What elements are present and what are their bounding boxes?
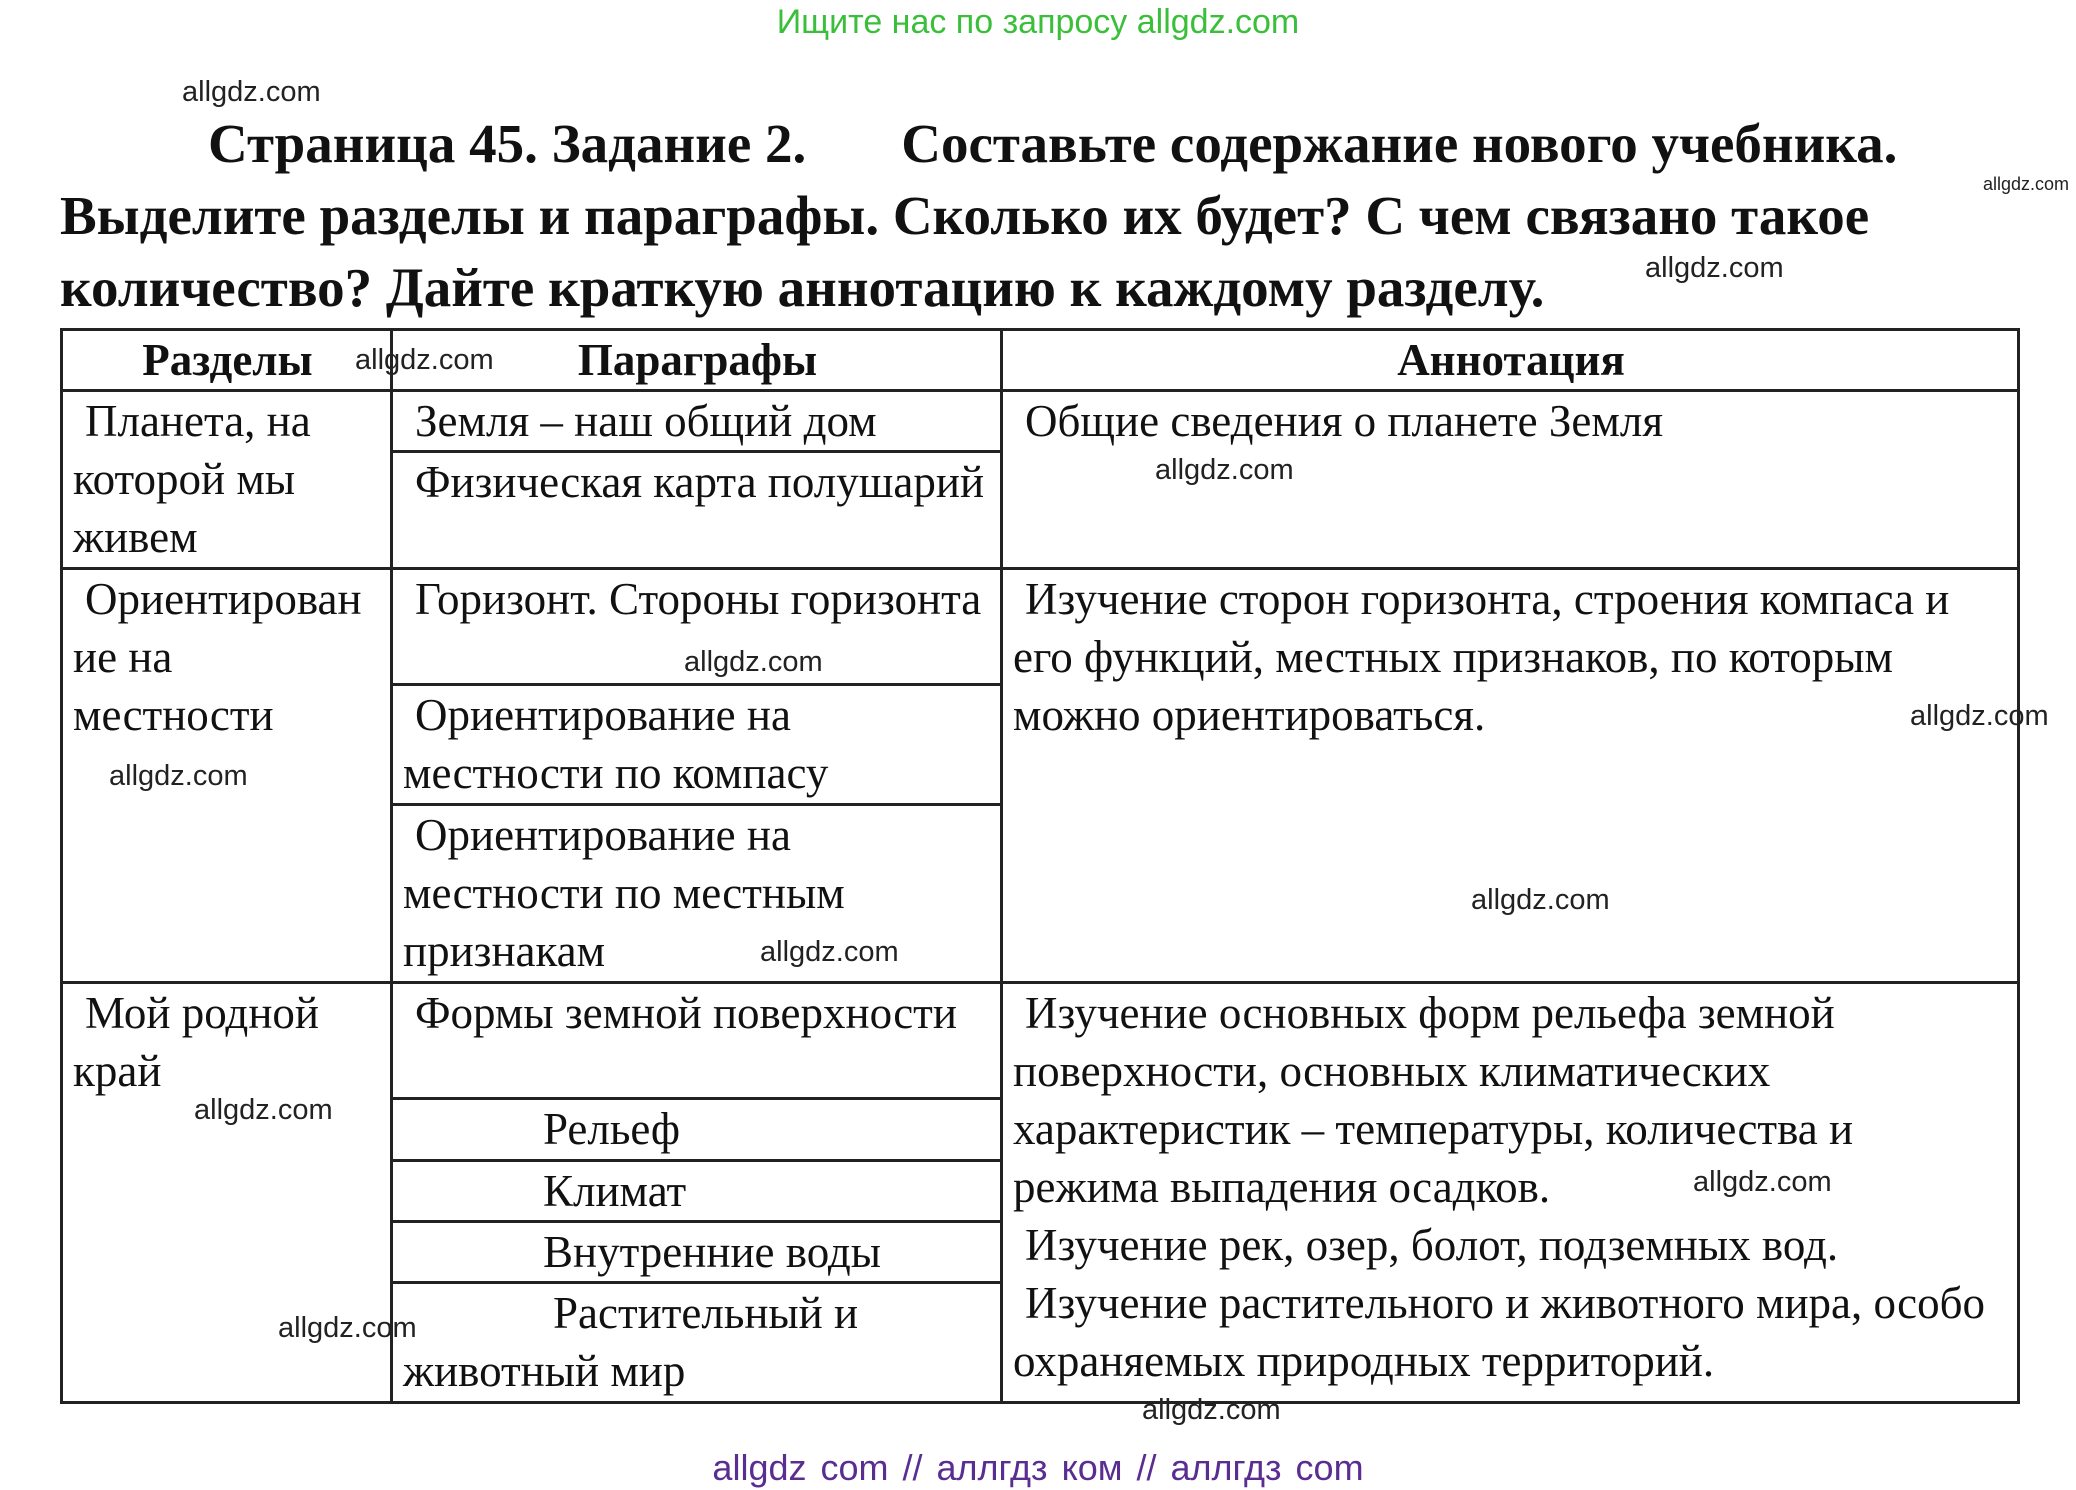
task-text: Составьте содержание нового учебника. Выделите разделы и параграфы. Сколько их будет? С чем связано такое количество? Дайте краткую аннотацию к каждому разделу. bbox=[60, 113, 1898, 318]
top-banner: Ищите нас по запросу allgdz.com bbox=[776, 3, 1300, 41]
watermark: allgdz.com bbox=[1910, 700, 2049, 732]
annotation-text: Общие сведения о планете Земля bbox=[1025, 396, 1664, 446]
paragraph-cell bbox=[392, 1222, 1002, 1283]
annotation-text: Изучение сторон горизонта, строения компаса и его функций, местных признаков, по которым можно ориентироваться. bbox=[1013, 573, 1950, 740]
task-heading bbox=[60, 108, 2020, 324]
paragraph-cell bbox=[392, 1283, 1002, 1403]
paragraph-title: Рельеф bbox=[543, 1104, 681, 1155]
paragraph-title: Внутренние воды bbox=[543, 1227, 882, 1278]
paragraph-title: Физическая карта полушарий bbox=[415, 457, 985, 508]
paragraph-cell bbox=[392, 685, 1002, 805]
watermark: allgdz.com bbox=[109, 760, 248, 792]
header-paragraphs: Параграфы bbox=[392, 330, 1002, 391]
annotation-cell bbox=[1002, 982, 2019, 1402]
header-annotation: Аннотация bbox=[1002, 330, 2019, 391]
paragraph-title: Формы земной поверхности bbox=[415, 987, 957, 1038]
watermark: allgdz.com bbox=[1645, 252, 1784, 284]
section-name: Планета, на которой мы живем bbox=[73, 396, 311, 562]
paragraph-cell bbox=[392, 982, 1002, 1099]
watermark: allgdz.com bbox=[182, 76, 321, 108]
paragraph-cell bbox=[392, 391, 1002, 452]
paragraph-cell bbox=[392, 1099, 1002, 1160]
section-cell bbox=[62, 391, 392, 569]
section-name: Мой родной край bbox=[73, 987, 319, 1096]
bottom-banner: allgdz com // аллгдз ком // аллгдз com bbox=[712, 1447, 1364, 1488]
header-sections: Разделы bbox=[62, 330, 392, 391]
paragraph-title: Ориентирование на местности по компасу bbox=[403, 690, 829, 799]
annotation-text: Изучение растительного и животного мира, особо охраняемых природных территорий. bbox=[1013, 1277, 1986, 1386]
paragraph-cell bbox=[392, 1160, 1002, 1221]
section-name: Ориентирован ие на местности bbox=[73, 573, 362, 740]
watermark: allgdz.com bbox=[278, 1312, 417, 1344]
paragraph-title: Горизонт. Стороны горизонта bbox=[415, 573, 982, 624]
paragraph-cell bbox=[392, 452, 1002, 569]
watermark: allgdz.com bbox=[760, 936, 899, 968]
annotation-text: Изучение основных форм рельефа земной поверхности, основных климатических характеристик – температуры, количества и режима выпадения осадков. bbox=[1013, 987, 1854, 1212]
task-label: Страница 45. Задание 2. bbox=[208, 113, 807, 174]
table-row bbox=[62, 568, 2019, 685]
paragraph-title: Климат bbox=[543, 1165, 687, 1216]
contents-table bbox=[60, 328, 2020, 1404]
watermark: allgdz.com bbox=[1142, 1394, 1281, 1426]
paragraph-title: Ориентирование на местности по местным признакам bbox=[403, 810, 845, 976]
table-row bbox=[62, 982, 2019, 1099]
watermark: allgdz.com bbox=[1155, 454, 1294, 486]
paragraph-title: Земля – наш общий дом bbox=[415, 396, 877, 446]
watermark: allgdz.com bbox=[684, 646, 823, 678]
watermark: allgdz.com bbox=[194, 1094, 333, 1126]
watermark: allgdz.com bbox=[1983, 174, 2070, 194]
paragraph-cell bbox=[392, 805, 1002, 983]
paragraph-title: Растительный и животный мир bbox=[403, 1288, 859, 1397]
watermark: allgdz.com bbox=[1693, 1166, 1832, 1198]
annotation-text: Изучение рек, озер, болот, подземных вод. bbox=[1025, 1219, 1839, 1270]
table-row bbox=[62, 391, 2019, 452]
watermark: allgdz.com bbox=[1471, 884, 1610, 916]
annotation-cell bbox=[1002, 568, 2019, 982]
watermark: allgdz.com bbox=[355, 344, 494, 376]
